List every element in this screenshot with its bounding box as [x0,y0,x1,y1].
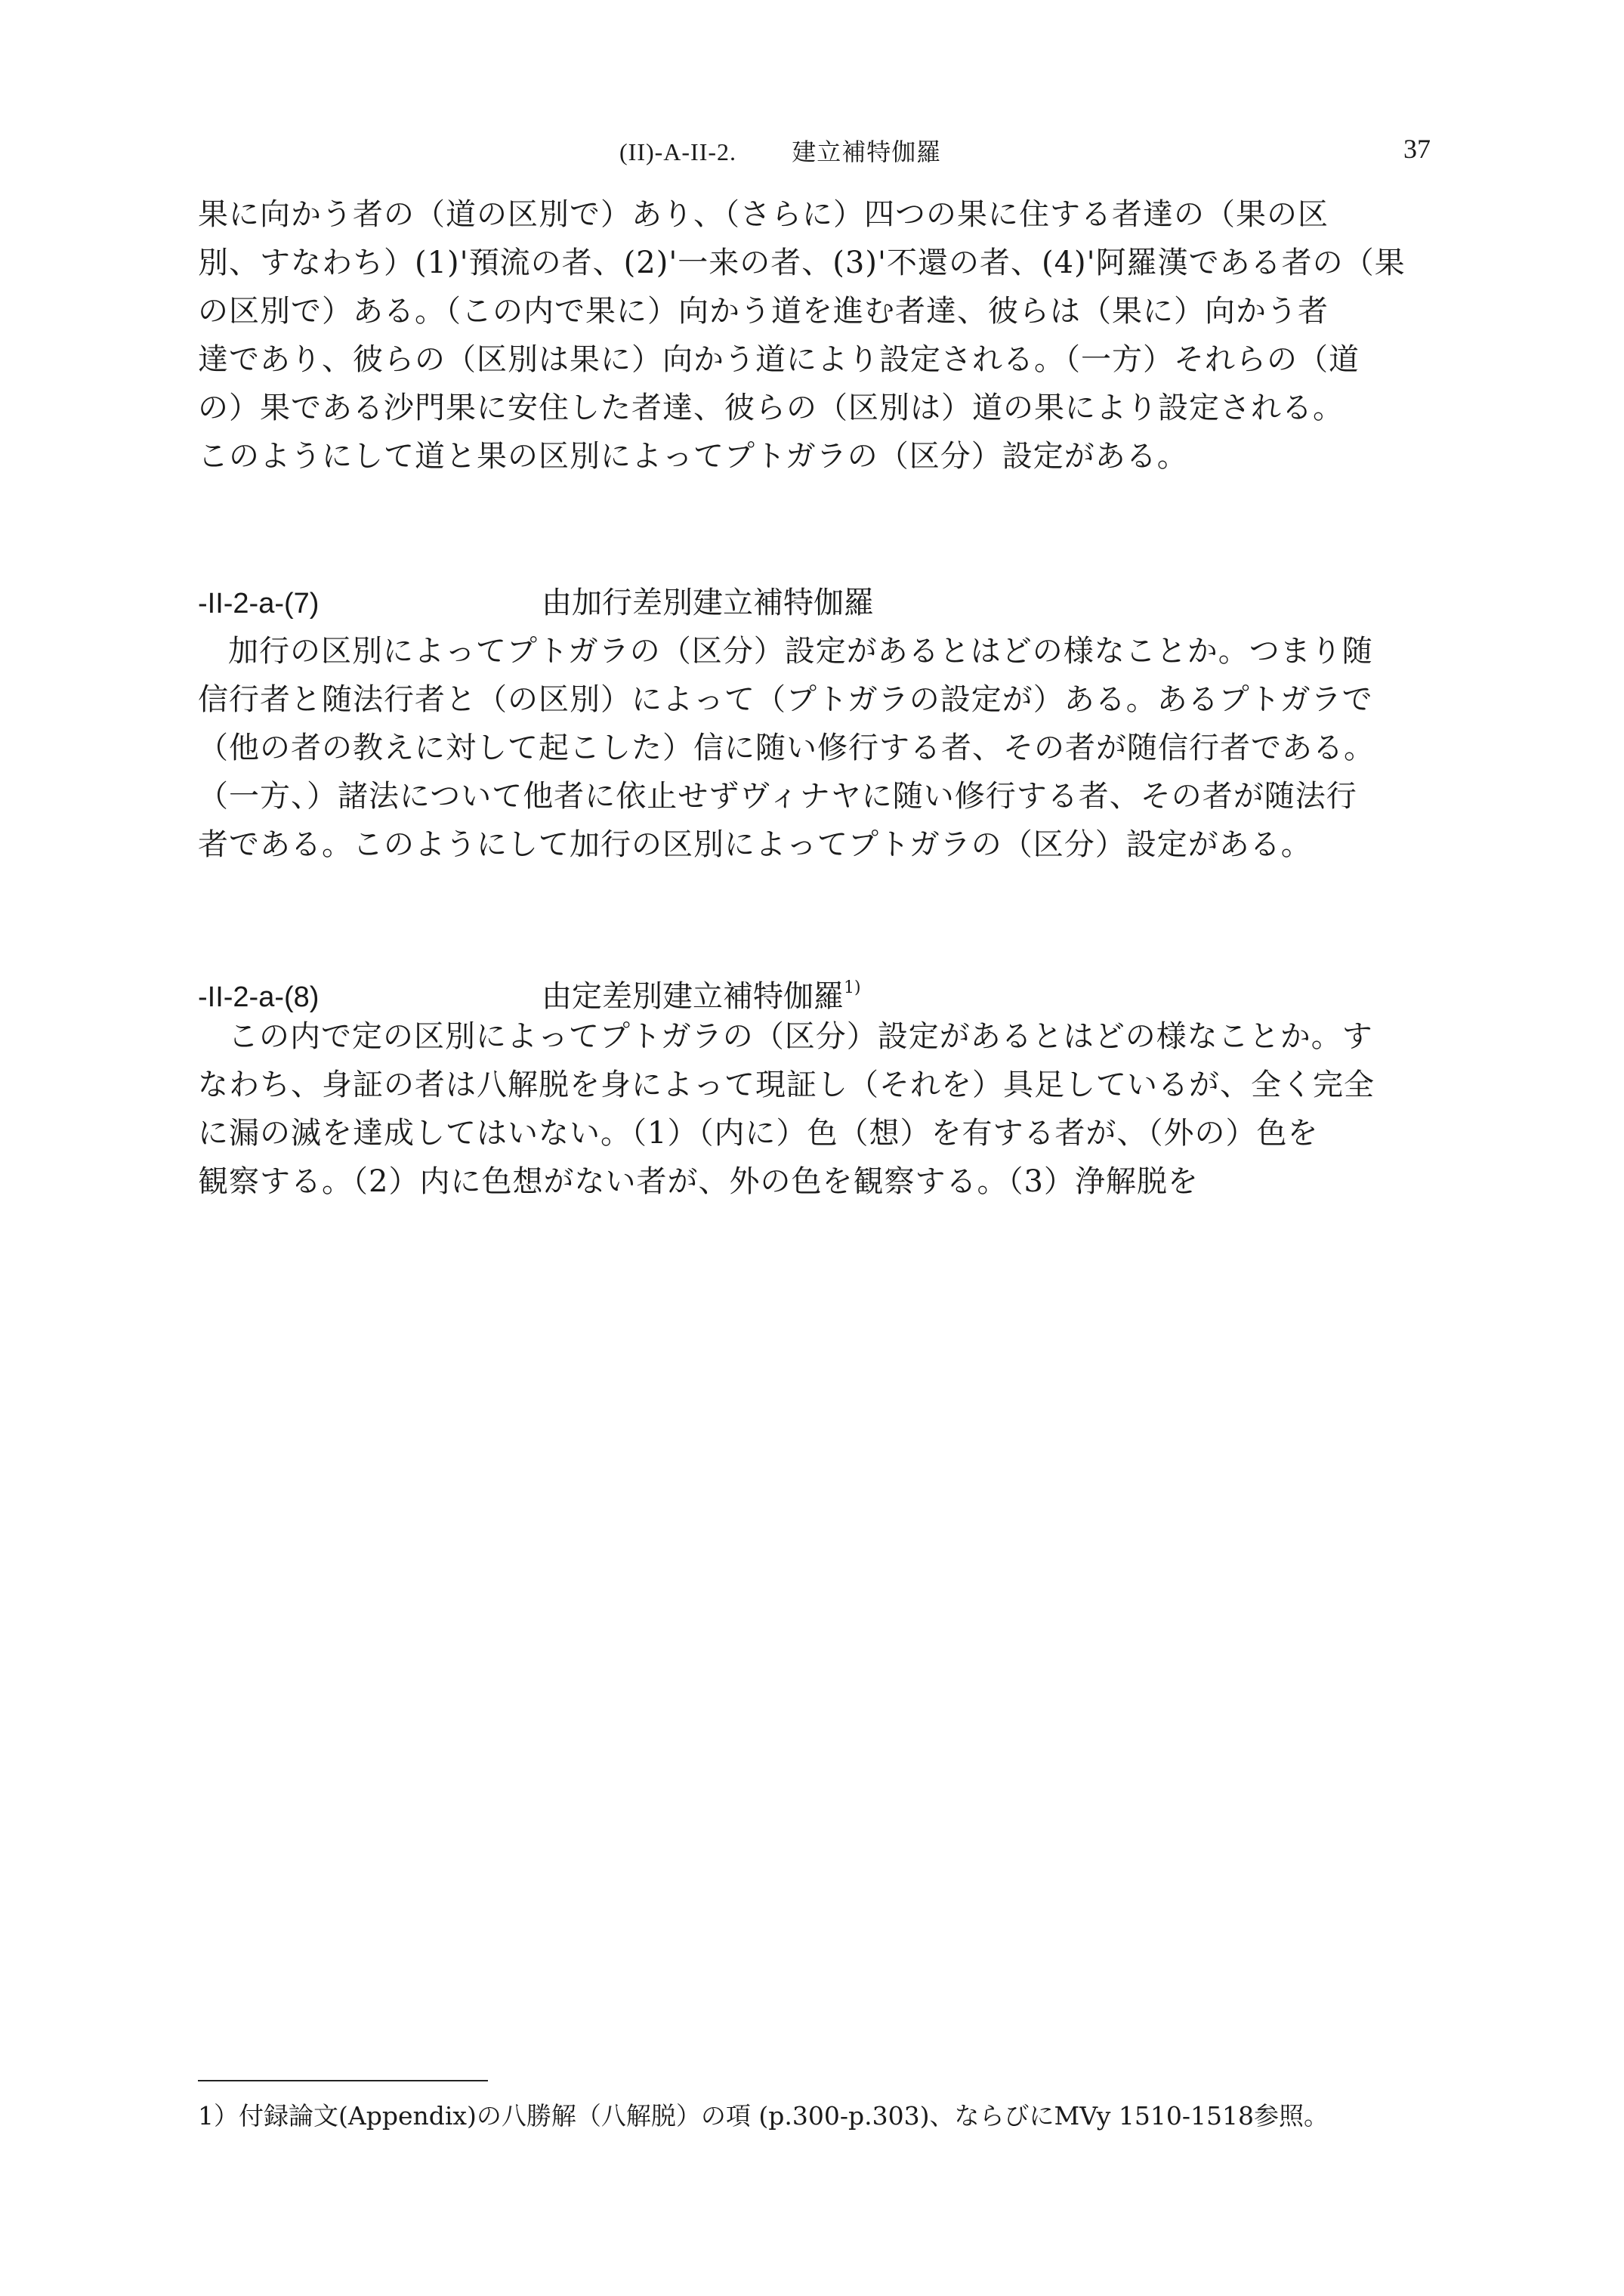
section-7-number: -II-2-a-(7) [198,588,320,620]
text-line: に漏の滅を達成してはいない。（1）（内に）色（想）を有する者が、（外の）色を [198,1116,1319,1151]
text-line: 信行者と随法行者と（の区別）によって（プトガラの設定が）ある。あるプトガラで [198,682,1373,717]
text-line: なわち、身証の者は八解脱を身によって現証し（それを）具足しているが、全く完全 [198,1068,1375,1102]
text-line: 者である。このようにして加行の区別によってプトガラの（区分）設定がある。 [198,827,1312,862]
section-8-number: -II-2-a-(8) [198,981,320,1013]
section-7-heading [198,579,874,628]
text-line: の）果である沙門果に安住した者達、彼らの（区別は）道の果により設定される。 [198,391,1344,425]
text-line: （一方、）諸法について他者に依止せずヴィナヤに随い修行する者、その者が随法行 [198,779,1357,814]
section-7-body [198,627,1449,869]
text-line: 果に向かう者の（道の区別で）あり、（さらに）四つの果に住する者達の（果の区 [198,197,1329,232]
paragraph-1 [198,190,1449,481]
text-line: この内で定の区別によってプトガラの（区分）設定があるとはどの様なことか。す [228,1019,1373,1054]
text-line: 加行の区別によってプトガラの（区分）設定があるとはどの様なことか。つまり随 [228,634,1373,669]
text-line: （他の者の教えに対して起こした）信に随い修行する者、その者が随信行者である。 [198,731,1375,765]
page-number: 37 [1403,134,1431,164]
header-section-number: (II)-A-II-2. [619,138,737,165]
text-line: の区別で）ある。（この内で果に）向かう道を進む者達、彼らは（果に）向かう者 [198,294,1329,329]
text-line: 観察する。（2）内に色想がない者が、外の色を観察する。（3）浄解脱を [198,1164,1199,1199]
text-line: このようにして道と果の区別によってプトガラの（区分）設定がある。 [198,439,1188,474]
text-line: 別、すなわち）(1)'預流の者、(2)'一来の者、(3)'不還の者、(4)'阿羅漢である者の（果 [198,246,1406,280]
footnote: 1）付録論文(Appendix)の八勝解（八解脱）の項 (p.300-p.303)、ならびにMVy 1510-1518参照。 [198,2101,1329,2131]
section-7-title: 由加行差別建立補特伽羅 [542,586,874,620]
running-header [619,133,941,168]
section-8-body [198,1012,1449,1206]
text-line: 達であり、彼らの（区別は果に）向かう道により設定される。（一方）それらの（道 [198,342,1360,377]
footnote-divider [198,2080,488,2081]
section-8-title: 由定差別建立補特伽羅 [542,979,844,1014]
header-title: 建立補特伽羅 [792,138,942,166]
footnote-reference: 1) [844,978,861,997]
